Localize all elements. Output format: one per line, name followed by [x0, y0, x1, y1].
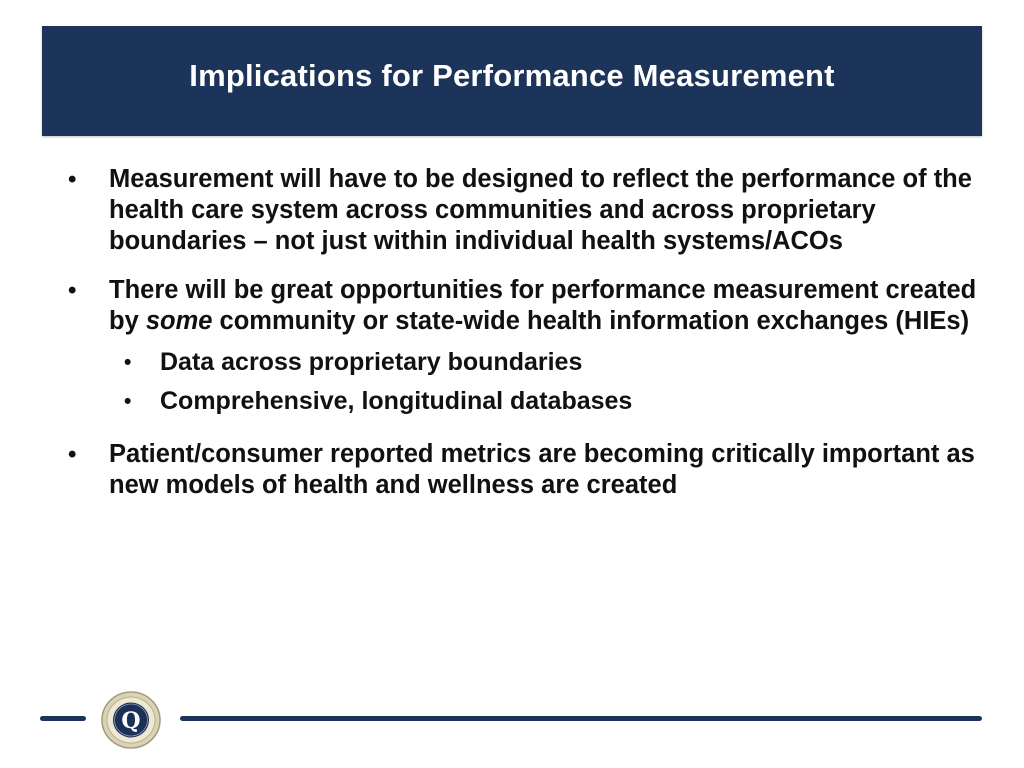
bullet-text-after: community or state-wide health information exchanges (HIEs) — [212, 307, 970, 335]
bullet-text: Measurement will have to be designed to reflect the performance of the health care system across communities and across proprietary boundaries – not just within individual health systems/ACOs — [109, 165, 972, 255]
bullet-item-3 — [68, 439, 978, 501]
bullet-glyph: • — [68, 277, 77, 304]
sub-bullet-text: Comprehensive, longitudinal databases — [160, 387, 633, 415]
footer-line-right — [180, 716, 982, 721]
bullet-glyph: • — [68, 166, 77, 193]
sub-bullet-glyph: • — [124, 351, 132, 374]
bullet-item-2 — [68, 275, 978, 421]
bullet-text: Patient/consumer reported metrics are becoming critically important as new models of health and wellness are created — [109, 440, 975, 499]
title-bar — [42, 26, 982, 136]
sub-bullet-item-2 — [109, 382, 978, 421]
bullet-list — [68, 164, 978, 519]
sub-bullet-glyph: • — [124, 390, 132, 413]
sub-bullet-list — [109, 343, 978, 421]
sub-bullet-item-1 — [109, 343, 978, 382]
slide-title: Implications for Performance Measurement — [189, 58, 835, 93]
bullet-text-before: There will be great opportunities for performance measurement created by — [109, 276, 977, 335]
sub-bullet-text: Data across proprietary boundaries — [160, 348, 583, 376]
circular-emblem-logo-icon — [100, 690, 162, 750]
bullet-glyph: • — [68, 441, 77, 468]
footer-line-left — [40, 716, 86, 721]
bullet-text-emphasis: some — [145, 307, 213, 335]
logo-letter: Q — [121, 708, 141, 734]
bullet-item-1 — [68, 164, 978, 257]
